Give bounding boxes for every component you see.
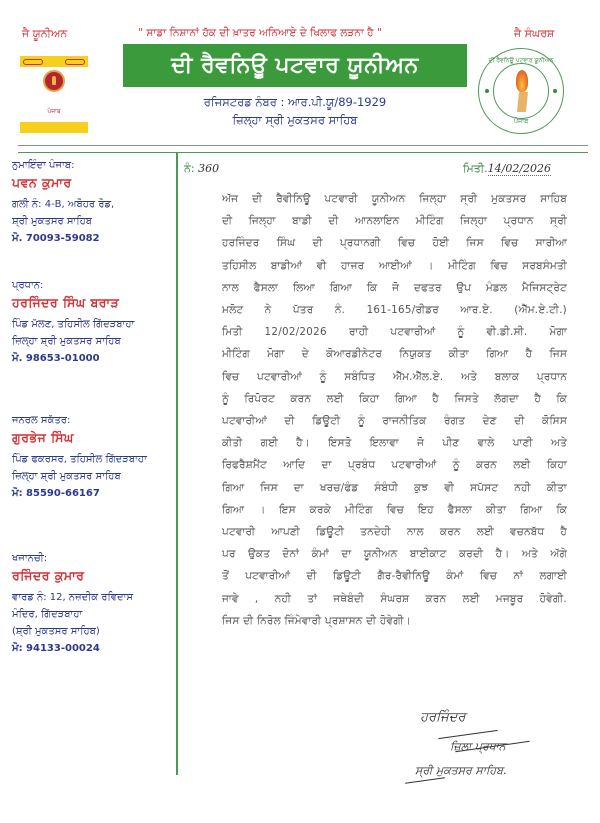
slogan-right: ਜੈ ਸੰਘਰਸ਼: [514, 27, 555, 40]
office-address-line: ਵਾਰਡ ਨੰ: 12, ਨਜ਼ਦੀਕ ਰਵਿਦਾਸ: [12, 592, 134, 603]
office-address-line: ਪਿੰਡ ਮੱਲਣ, ਤਹਿਸੀਲ ਗਿੱਦੜਬਾਹਾ: [12, 319, 135, 330]
torch-flame-icon: [516, 70, 528, 92]
body-line: ਮਿਤੀ 12/02/2026 ਰਾਹੀ ਪਟਵਾਰੀਆਂ ਨੂੰ ਵੀ.ਡੀ.ਸੀ. ਮੋਗਾ: [222, 326, 567, 339]
signature-stroke: [438, 730, 498, 739]
letter-date: [463, 162, 551, 176]
body-line: ਨੂੰ ਰਿਪੋਰਟ ਕਰਨ ਲਈ ਕਿਹਾ ਗਿਆ ਹੈ ਜਿਸਤੇ ਲੱਗਦਾ ਹੈ ਕਿ: [222, 392, 567, 405]
body-line: ਜਾਵੇ , ਨਹੀ ਤਾਂ ਜਥੇਬੰਦੀ ਸੰਘਰਸ਼ ਕਰਨ ਲਈ ਮਜਬੂਰ ਹੋਵੇਗੀ.: [222, 592, 567, 605]
seal-dot-icon: [485, 89, 489, 93]
seal-ring-text: ਦੀ ਰੈਵਨਿਊ ਪਟਵਾਰ ਯੂਨੀਅਨ: [488, 57, 554, 64]
office-address-line: ਜ਼ਿਲ੍ਹਾ ਸ਼੍ਰੀ ਮੁਕਤਸਰ ਸਾਹਿਬ: [12, 471, 121, 482]
body-line: ਵਿਚ ਪਟਵਾਰੀਆਂ ਨੂੰ ਸਬੰਧਿਤ ਐੱਮ.ਐੱਲ.ਏ. ਅਤੇ ਬਲਾਕ ਪ੍ਰਧਾਨ: [222, 370, 567, 383]
body-line: ਪਰ ਉਕਤ ਦੋਨਾਂ ਕੰਮਾਂ ਦਾ ਯੂਨੀਅਨ ਬਾਈਕਾਟ ਕਰਦੀ ਹੈ। ਅਤੇ ਅੱਗੇ: [222, 548, 567, 561]
union-title: ਦੀ ਰੈਵਨਿਊ ਪਟਵਾਰ ਯੂਨੀਅਨ: [123, 44, 467, 87]
office-address-line: ਗਲੀ ਨੰ: 4-B, ਅਬੋਹਰ ਰੋਡ,: [12, 199, 115, 210]
seal-bottom-text: ਪੰਜਾਬ: [513, 117, 529, 125]
body-line: ਗਿਆ ਜਿਸ ਦਾ ਖਰਚ/ਫੰਡ ਸੰਬੰਧੀ ਕੁਝ ਵੀ ਸਪੱਸਟ ਨਹੀ ਕੀਤਾ: [222, 481, 567, 494]
signature-place: ਸ੍ਰੀ ਮੁਕਤਸਰ ਸਾਹਿਬ.: [415, 764, 507, 777]
ref-label: ਨੰ:: [184, 162, 195, 175]
district-name: ਜ਼ਿਲ੍ਹਾ ਸ੍ਰੀ ਮੁਕਤਸਰ ਸਾਹਿਬ: [232, 113, 358, 127]
badge-caption: ਪੰਜਾਬ: [47, 108, 61, 115]
office-address-line: ਮੰਦਿਰ, ਗਿੱਦੜਬਾਹਾ: [12, 609, 83, 620]
letterhead: [0, 0, 600, 150]
registration-number: ਰਜਿਸਟਰਡ ਨੰਬਰ : ਆਰ.ਪੀ.ਯੂ/89-1929: [203, 95, 387, 109]
signature-stroke: [405, 777, 445, 784]
signature-handwritten: ਹਰਜਿੰਦਰ: [420, 710, 466, 725]
signature-designation: ਜ਼ਿਲਾ ਪ੍ਰਧਾਨ: [450, 740, 506, 753]
office-name: ਰਜਿੰਦਰ ਕੁਮਾਰ: [12, 568, 85, 583]
body-line: ਅੱਜ ਦੀ ਰੈਵੀਨਿਊ ਪਟਵਾਰੀ ਯੂਨੀਅਨ ਜਿਲ੍ਹਾ ਸ੍ਰੀ ਮੁਕਤਸਰ ਸਾਹਿਬ: [222, 193, 567, 205]
office-name: ਪਵਨ ਕੁਮਾਰ: [12, 175, 72, 190]
body-line: ਮਲੋਟ ਨੇ ਪੱਤਰ ਨੰ. 161-165/ਰੀਡਰ ਆਰ.ਏ. (ਐੱਮ.ਏ.ਟੀ.): [222, 304, 567, 317]
torch-emblem-icon: [43, 70, 65, 92]
sidebar-divider: [176, 152, 178, 775]
body-line: ਜਿਸ ਦੀ ਨਿਰੋਲ ਜਿੰਮੇਵਾਰੀ ਪ੍ਰਸ਼ਾਸਨ ਦੀ ਹੋਵੇਗੀ।: [222, 614, 412, 627]
office-address-line: (ਸ਼੍ਰੀ ਮੁਕਤਸਰ ਸਾਹਿਬ): [12, 626, 100, 637]
office-address-line: ਜ਼ਿਲ੍ਹਾ ਸ਼੍ਰੀ ਮੁਕਤਸਰ ਸਾਹਿਬ: [12, 336, 121, 347]
badge-pill-icon: [65, 59, 85, 65]
seal-inner-ring: [493, 63, 549, 119]
body-line: ਤਹਿਸੀਲ ਬਾਡੀਆਂ ਵੀ ਹਾਜਰ ਆਈਆਂ । ਮੀਟਿੰਗ ਵਿਚ ਸਰਬਸੰਮਤੀ: [222, 259, 567, 272]
body-line: ਕੀਤੀ ਗਈ ਹੈ। ਇਸਤੋ ਇਲਾਵਾ ਜੋ ਪੀਣ ਵਾਲੇ ਪਾਣੀ ਅਤੇ: [222, 437, 567, 450]
punjab-emblem-badge: [20, 56, 88, 134]
body-line: ਪਟਵਾਰੀ ਆਪਣੀ ਡਿਊਟੀ ਤਨਦੇਹੀ ਨਾਲ ਕਰਨ ਲਈ ਵਚਨਬੱਧ ਹੈ: [222, 526, 567, 539]
office-role: ਨੁਮਾਇੰਦਾ ਪੰਜਾਬ:: [12, 160, 75, 171]
badge-pill-icon: [23, 59, 43, 65]
body-line: ਹਰਜਿੰਦਰ ਸਿੰਘ ਦੀ ਪ੍ਰਧਾਨਗੀ ਵਿਚ ਹੋਈ ਜਿਸ ਵਿਚ ਸਾਰੀਆ: [222, 237, 567, 250]
divider-gray: [18, 145, 588, 146]
seal-dot-icon: [553, 89, 557, 93]
body-line: ਮੀਟਿੰਗ ਮੋਗਾ ਦੇ ਕੋਆਰਡੀਨੇਟਰ ਨਿਯੁਕਤ ਕੀਤਾ ਗਿਆ ਹੈ ਜਿਸ: [222, 348, 567, 361]
office-address-line: ਪਿੰਡ ਫਕਰਸਰ, ਤਹਿਸੀਲ ਗਿੱਦੜਬਾਹਾ: [12, 454, 147, 465]
badge-top-strip: [20, 56, 88, 67]
office-president: [12, 280, 134, 367]
office-name: ਹਰਜਿੰਦਰ ਸਿੰਘ ਬਰਾੜ: [12, 295, 120, 310]
office-role: ਖਜਾਨਚੀ:: [12, 553, 48, 564]
body-line: ਦੀ ਜਿਲ੍ਹਾ ਬਾਡੀ ਦੀ ਆਨਲਾਇਨ ਮੀਟਿੰਗ ਜਿਲ੍ਹਾ ਪ੍ਰਧਾਨ ਸ੍ਰੀ: [222, 215, 567, 228]
body-line: ਪਟਵਾਰੀਆਂ ਦੀ ਡਿਊਟੀ ਨੂੰ ਰਾਜਨੀਤਿਕ ਰੰਗਤ ਦੇਣ ਦੀ ਕੋਸਿਸ: [222, 415, 567, 428]
office-phone: ਮੋ. 98653-01000: [12, 353, 100, 364]
torch-handle-icon: [517, 92, 528, 112]
body-line: ਰਿਫਰੈਸ਼ਮੈਂਟ ਆਦਿ ਦਾ ਪ੍ਰਬੰਧ ਪਟਵਾਰੀਆਂ ਨੂੰ ਕਰਨ ਲਈ ਕਿਹਾ: [222, 459, 567, 472]
slogan-left: ਜੈ ਯੂਨੀਅਨ: [22, 27, 68, 40]
ref-value: 360: [198, 162, 220, 175]
union-seal-icon: [478, 48, 564, 134]
office-role: ਪ੍ਰਧਾਨ:: [12, 280, 44, 291]
date-label: ਮਿਤੀ.: [463, 162, 488, 175]
office-name: ਗੁਰਭੇਜ ਸਿੰਘ: [12, 430, 74, 445]
office-treasurer: [12, 553, 133, 657]
reference-number: [184, 162, 219, 176]
union-motto: " ਸਾਡਾ ਨਿਸ਼ਾਨਾਂ ਹੱਕ ਦੀ ਖ਼ਾਤਰ ਅਨਿਆਏ ਦੇ ਖਿਲਾਫ ਲੜਨਾ ਹੈ ": [138, 27, 382, 39]
office-role: ਜਨਰਲ ਸਕੱਤਰ:: [12, 415, 71, 426]
body-line: ਤੋਂ ਪਟਵਾਰੀਆਂ ਦੀ ਡਿਊਟੀ ਗੈਰ-ਰੈਵੀਨਿਊ ਕੰਮਾਂ ਵਿਚ ਨਾਂ ਲਗਾਈ: [222, 570, 567, 583]
office-phone: ਮੋ. 70093-59082: [12, 233, 100, 244]
letter-body: [222, 188, 567, 632]
divider-green: [18, 152, 588, 153]
badge-bottom-strip: [20, 122, 88, 133]
office-address-line: ਸ਼੍ਰੀ ਮੁਕਤਸਰ ਸਾਹਿਬ: [12, 216, 93, 227]
body-line: ਨਾਲ ਫੈਸਲਾ ਲਿਆ ਗਿਆ ਕਿ ਜੋ ਦਫਤਰ ਉਪ ਮੰਡਲ ਮੈਜਿਸਟ੍ਰੇਟ: [222, 281, 567, 294]
office-phone: ਮੋ: 94133-00024: [12, 643, 100, 654]
office-general-secretary: [12, 415, 147, 502]
office-representative: [12, 160, 114, 247]
date-value: 14/02/2026: [487, 162, 552, 175]
office-phone: ਮੋ: 85590-66167: [12, 488, 100, 499]
body-line: ਗਿਆ । ਇਸ ਕਰਕੇ ਮੀਟਿੰਗ ਵਿਚ ਇਹ ਫੈਸਲਾ ਕੀਤਾ ਗਿਆ ਕਿ: [222, 503, 567, 516]
